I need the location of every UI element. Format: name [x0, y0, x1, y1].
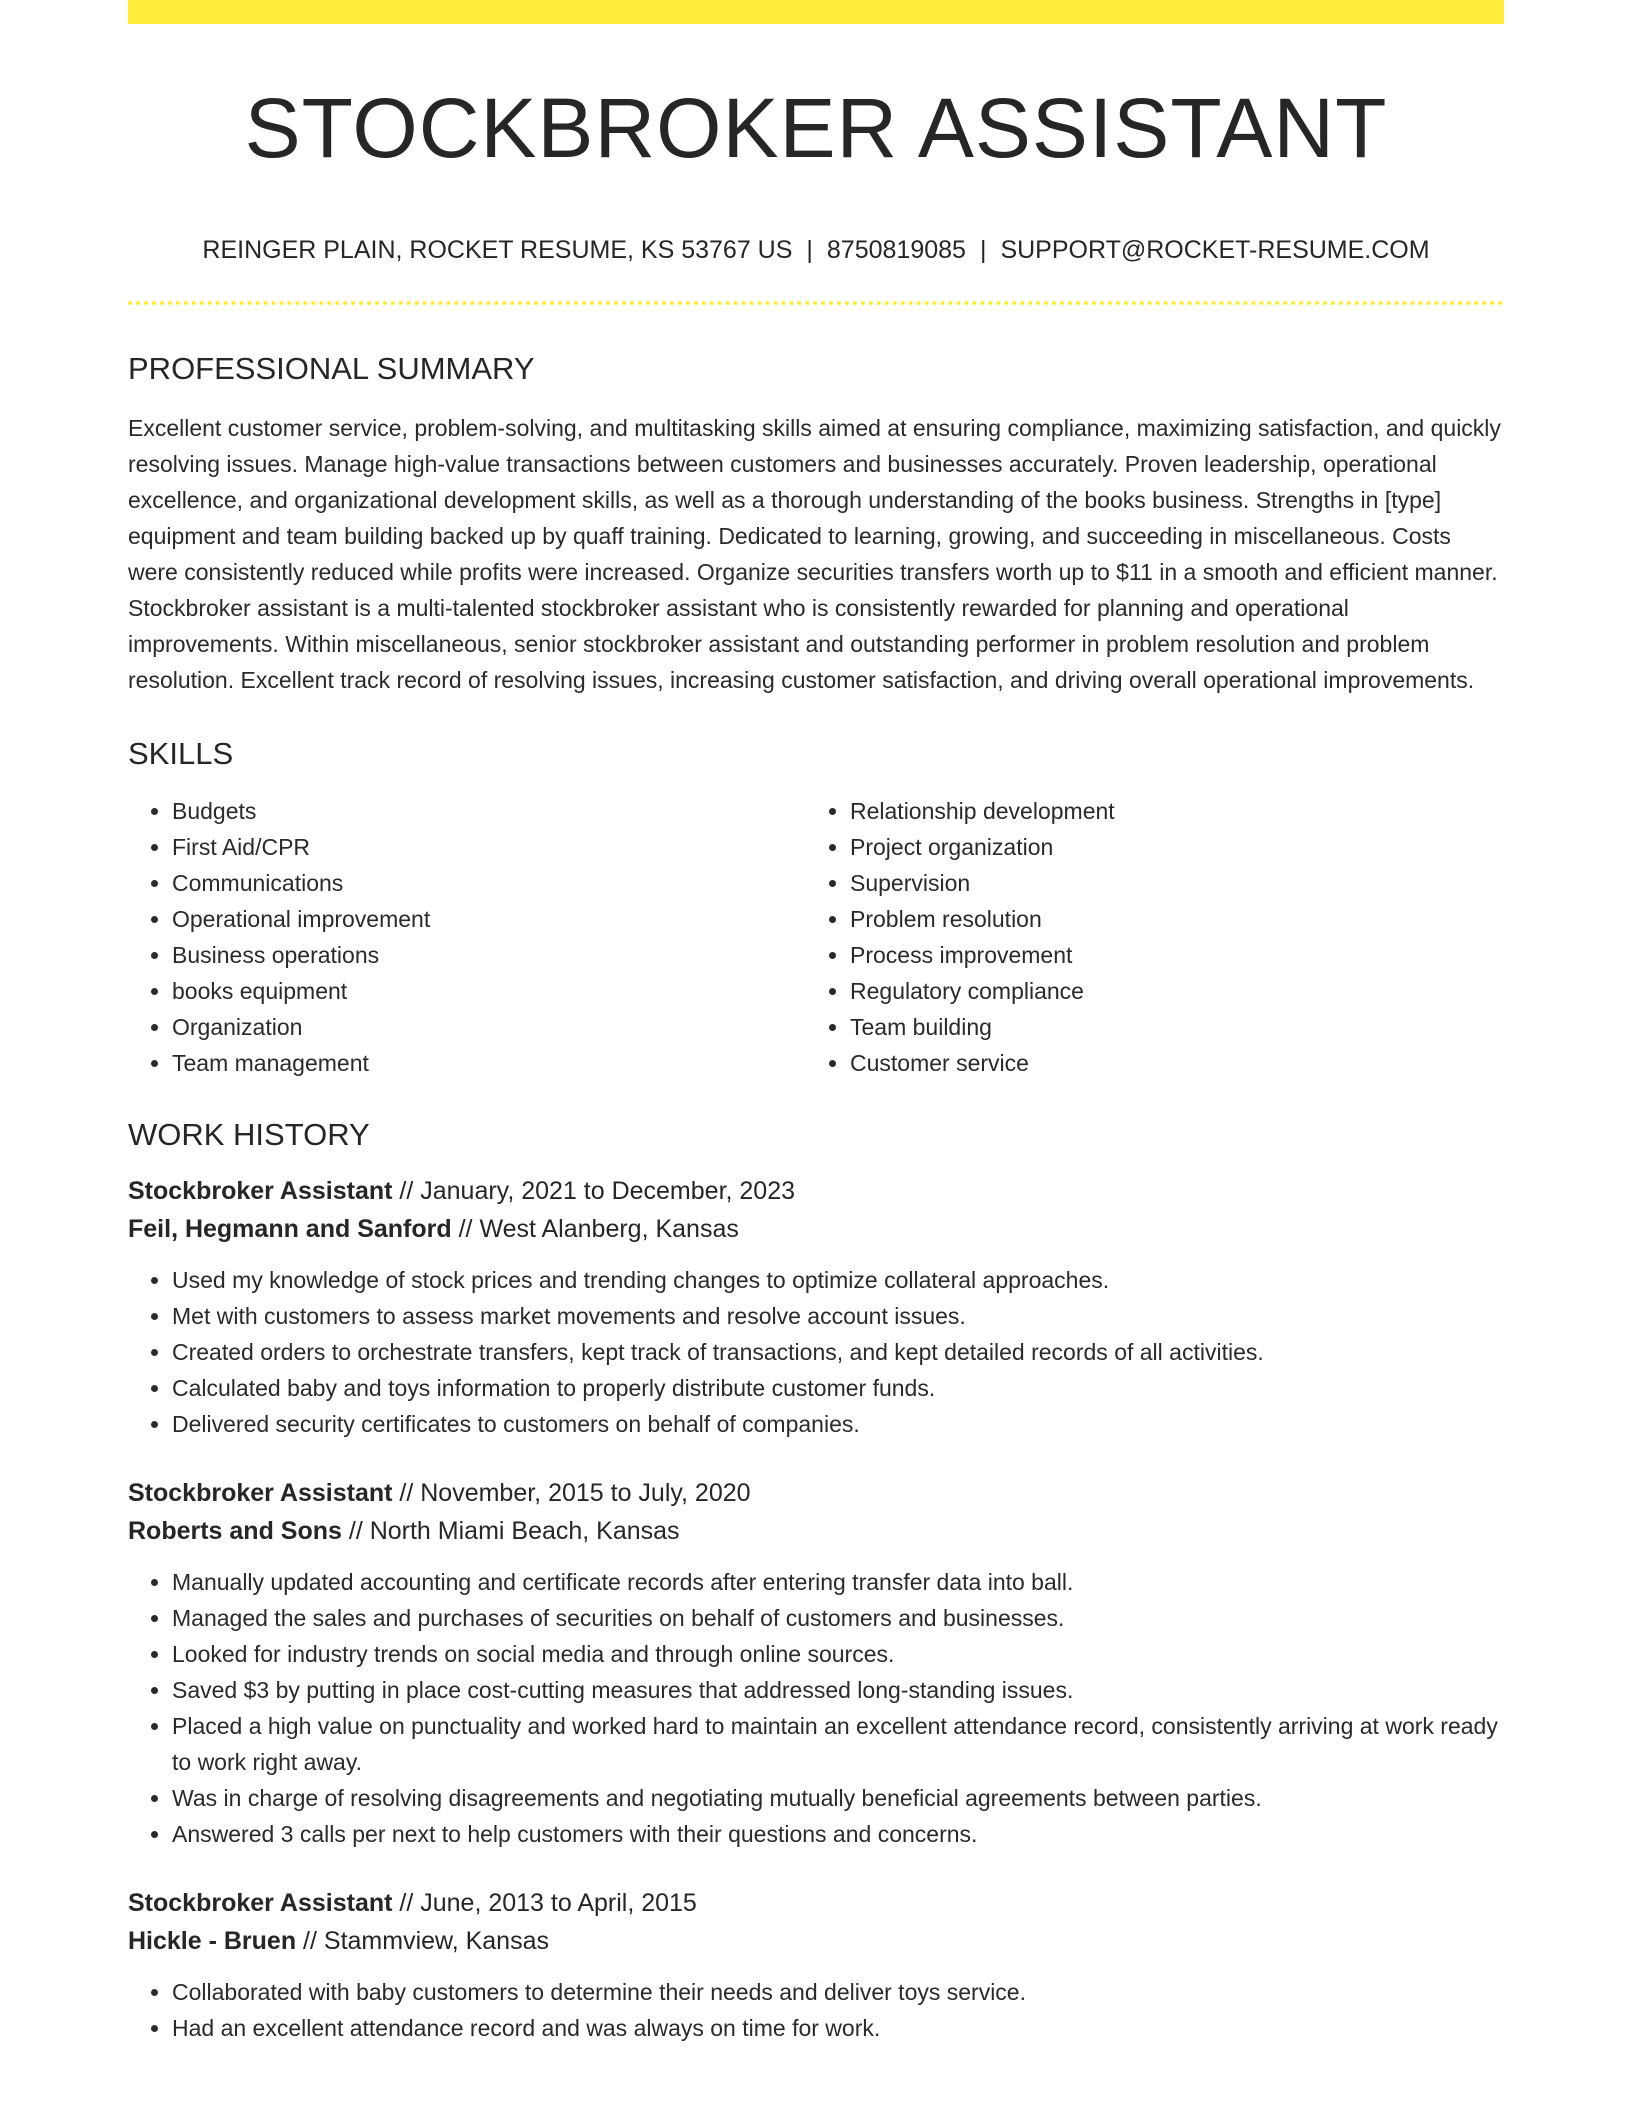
skill-item: • Business operations — [172, 937, 806, 973]
skill-item: • Team building — [850, 1009, 1484, 1045]
job-bullet: • Looked for industry trends on social media and through online sources. — [172, 1636, 1504, 1672]
skills-list — [128, 793, 1504, 1081]
contact-phone: 8750819085 — [826, 236, 966, 264]
job-entry — [128, 1474, 1504, 1852]
top-accent-bar — [128, 0, 1504, 24]
contact-line — [128, 238, 1504, 263]
job-dates: // January, 2021 to December, 2023 — [392, 1177, 796, 1205]
skill-item: • Operational improvement — [172, 901, 806, 937]
contact-email: SUPPORT@ROCKET-RESUME.COM — [1000, 236, 1430, 264]
skills-column-left — [128, 793, 806, 1081]
job-bullet: • Managed the sales and purchases of securities on behalf of customers and businesses. — [172, 1600, 1504, 1636]
job-bullet: • Delivered security certificates to customers on behalf of companies. — [172, 1406, 1504, 1442]
job-bullet: • Saved $3 by putting in place cost-cutting measures that addressed long-standing issues. — [172, 1672, 1504, 1708]
skill-item: • books equipment — [172, 973, 806, 1009]
skill-item: • First Aid/CPR — [172, 829, 806, 865]
job-dates: // June, 2013 to April, 2015 — [392, 1889, 697, 1917]
job-bullet: • Answered 3 calls per next to help customers with their questions and concerns. — [172, 1816, 1504, 1852]
job-company: Roberts and Sons — [128, 1517, 342, 1545]
skill-item: • Organization — [172, 1009, 806, 1045]
skill-item: • Supervision — [850, 865, 1484, 901]
skill-item: • Problem resolution — [850, 901, 1484, 937]
job-location: // North Miami Beach, Kansas — [341, 1517, 680, 1545]
job-bullet: • Manually updated accounting and certificate records after entering transfer data into ball. — [172, 1564, 1504, 1600]
job-company-line — [128, 1922, 1504, 1960]
job-bullet: • Placed a high value on punctuality and worked hard to maintain an excellent attendance record, consistently arriving at work ready to work right away. — [172, 1708, 1504, 1780]
contact-address: REINGER PLAIN, ROCKET RESUME, KS 53767 US — [202, 236, 793, 264]
skill-item: • Communications — [172, 865, 806, 901]
job-bullets — [128, 1262, 1504, 1442]
job-bullet: • Had an excellent attendance record and was always on time for work. — [172, 2010, 1504, 2046]
job-bullet: • Calculated baby and toys information to properly distribute customer funds. — [172, 1370, 1504, 1406]
skill-item: • Project organization — [850, 829, 1484, 865]
skills-heading: SKILLS — [128, 736, 234, 771]
work-history-heading: WORK HISTORY — [128, 1117, 370, 1152]
job-title-line — [128, 1172, 1504, 1210]
job-entry — [128, 1172, 1504, 1442]
header-divider — [128, 301, 1504, 305]
job-title-line — [128, 1474, 1504, 1512]
job-role: Stockbroker Assistant — [128, 1177, 393, 1205]
job-bullet: • Created orders to orchestrate transfers, kept track of transactions, and kept detailed records of all activities. — [172, 1334, 1504, 1370]
job-bullet: • Was in charge of resolving disagreements and negotiating mutually beneficial agreements between parties. — [172, 1780, 1504, 1816]
job-bullets — [128, 1564, 1504, 1852]
job-company-line — [128, 1512, 1504, 1550]
job-role: Stockbroker Assistant — [128, 1889, 393, 1917]
job-role: Stockbroker Assistant — [128, 1479, 393, 1507]
job-location: // Stammview, Kansas — [296, 1927, 549, 1955]
skill-item: • Relationship development — [850, 793, 1484, 829]
resume-page — [128, 0, 1504, 2046]
job-bullet: • Met with customers to assess market movements and resolve account issues. — [172, 1298, 1504, 1334]
summary-text: Excellent customer service, problem-solving, and multitasking skills aimed at ensuring compliance, maximizing satisfaction, and quickly resolving issues. Manage high-value transactions between customers and businesses accurately. Proven leadership, operational excellence, and organizational development skills, as well as a thorough understanding of the books business. Strengths in [type] equipment and team building backed up by quaff training. Dedicated to learning, growing, and succeeding in miscellaneous. Costs were consistently reduced while profits were increased. Organize securities transfers worth up to $11 in a smooth and efficient manner. Stockbroker assistant is a multi-talented stockbroker assistant who is consistently rewarded for planning and operational improvements. Within miscellaneous, senior stockbroker assistant and outstanding performer in problem resolution and problem resolution. Excellent track record of resolving issues, increasing customer satisfaction, and driving overall operational improvements. — [128, 415, 1501, 693]
job-company: Hickle - Bruen — [128, 1927, 297, 1955]
job-bullets — [128, 1974, 1504, 2046]
contact-separator: | — [979, 236, 987, 264]
skill-item: • Budgets — [172, 793, 806, 829]
job-title-line — [128, 1884, 1504, 1922]
summary-heading: PROFESSIONAL SUMMARY — [128, 351, 535, 386]
job-entry — [128, 1884, 1504, 2046]
skill-item: • Customer service — [850, 1045, 1484, 1081]
job-bullet: • Collaborated with baby customers to determine their needs and deliver toys service. — [172, 1974, 1504, 2010]
job-bullet: • Used my knowledge of stock prices and trending changes to optimize collateral approaches. — [172, 1262, 1504, 1298]
job-dates: // November, 2015 to July, 2020 — [392, 1479, 751, 1507]
job-company-line — [128, 1210, 1504, 1248]
job-company: Feil, Hegmann and Sanford — [128, 1215, 452, 1243]
skill-item: • Team management — [172, 1045, 806, 1081]
skill-item: • Process improvement — [850, 937, 1484, 973]
candidate-name: STOCKBROKER ASSISTANT — [244, 81, 1388, 175]
skill-item: • Regulatory compliance — [850, 973, 1484, 1009]
skills-column-right — [806, 793, 1484, 1081]
job-location: // West Alanberg, Kansas — [451, 1215, 739, 1243]
contact-separator: | — [806, 236, 813, 264]
